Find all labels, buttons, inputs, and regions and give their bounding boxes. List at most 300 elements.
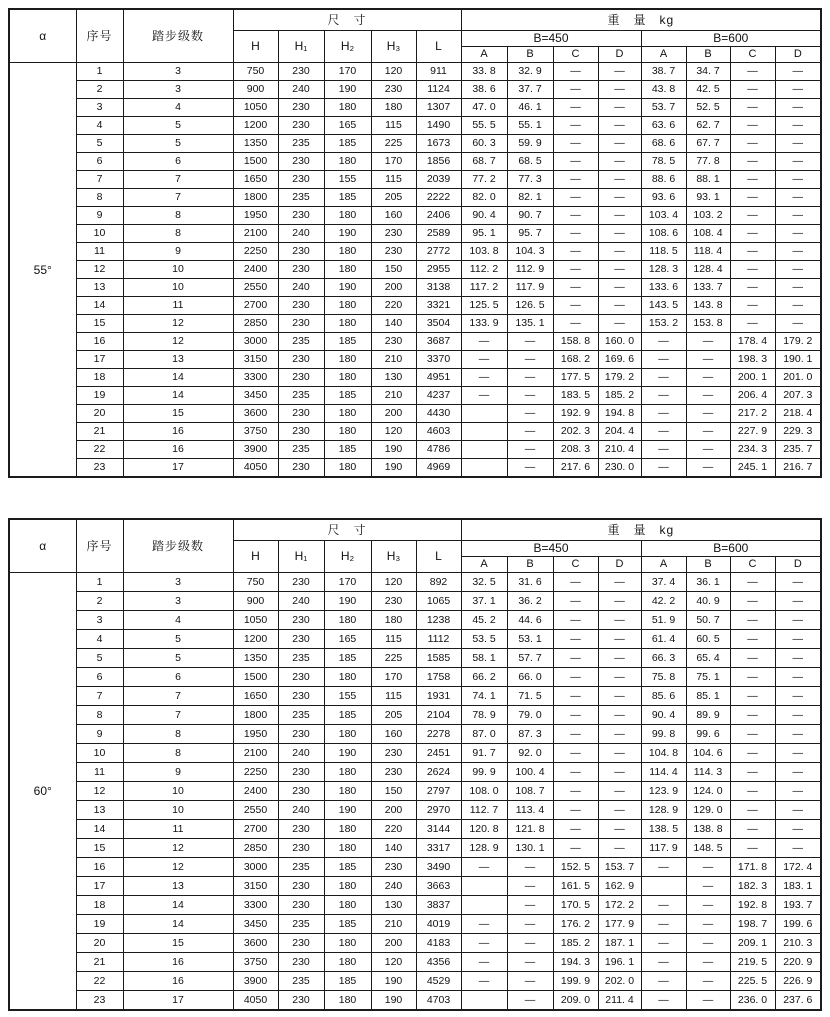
table-row [9,387,821,405]
table-cell: 240 [278,744,324,763]
header-col-h2: H₂ [324,31,371,63]
table-cell: 183. 1 [775,877,821,896]
table-cell: 240 [278,279,324,297]
table-cell: 118. 4 [686,243,730,261]
table-cell: — [730,279,775,297]
table-cell: 2250 [233,243,278,261]
table-cell: 3900 [233,441,278,459]
table-cell: 1050 [233,611,278,630]
table-cell: — [507,405,553,423]
table-cell: 169. 6 [598,351,641,369]
table-cell: 8 [123,725,233,744]
table-cell: 20 [76,405,123,423]
table-cell: — [598,725,641,744]
table-cell: 5 [123,649,233,668]
table-cell: 230 [278,423,324,441]
table-cell: 100. 4 [507,763,553,782]
table-cell: 53. 7 [641,99,686,117]
table-cell: 33. 8 [461,63,507,81]
table-cell: 128. 9 [641,801,686,820]
table-row [9,934,821,953]
table-cell: 124. 0 [686,782,730,801]
table-cell: 3750 [233,423,278,441]
table-row [9,333,821,351]
table-cell: 198. 3 [730,351,775,369]
table-cell: 225 [371,135,416,153]
header-b600-b: B [686,47,730,63]
table-cell: 3370 [416,351,461,369]
table-cell: 218. 4 [775,405,821,423]
table-cell: 138. 5 [641,820,686,839]
table-cell: — [775,801,821,820]
table-cell: 230 [278,315,324,333]
table-cell: — [641,441,686,459]
table-cell: 75. 1 [686,668,730,687]
table-cell: 14 [123,896,233,915]
table-cell: 2250 [233,763,278,782]
table-cell: 23 [76,459,123,478]
table-cell: 220 [371,820,416,839]
table-cell: — [553,117,598,135]
table-cell: — [553,135,598,153]
table-cell: 3000 [233,333,278,351]
table-cell: 3321 [416,297,461,315]
table-cell: 216. 7 [775,459,821,478]
table-cell: 2400 [233,782,278,801]
table-cell: 190 [371,441,416,459]
table-cell: 95. 1 [461,225,507,243]
table-cell: 3 [123,573,233,592]
table-cell: 140 [371,839,416,858]
table-row [9,782,821,801]
header-col-l: L [416,541,461,573]
table-cell: 2970 [416,801,461,820]
table-header [9,9,821,63]
table-cell: 160 [371,207,416,225]
table-row [9,117,821,135]
table-cell: 68. 7 [461,153,507,171]
table-row [9,687,821,706]
table-cell: — [598,243,641,261]
table-cell: 13 [123,351,233,369]
table-cell: 1500 [233,668,278,687]
table-cell: — [730,725,775,744]
table-cell: 12 [76,782,123,801]
table-cell: 2550 [233,279,278,297]
table-cell: — [553,611,598,630]
table-cell: 200 [371,405,416,423]
table-cell: — [507,441,553,459]
header-weight: 重 量 kg [461,9,821,31]
table-cell: 3663 [416,877,461,896]
table-cell: 112. 2 [461,261,507,279]
alpha-value: 60° [9,573,76,1011]
table-cell: 71. 5 [507,687,553,706]
table-cell: 4 [123,611,233,630]
table-cell: 3317 [416,839,461,858]
header-col-h: H [233,541,278,573]
table-cell: — [553,687,598,706]
table-cell: — [598,820,641,839]
table-cell: 12 [123,315,233,333]
table-cell: 2 [76,81,123,99]
table-cell: 13 [76,801,123,820]
table-cell: 103. 4 [641,207,686,225]
table-cell: — [775,611,821,630]
table-cell: 165 [324,630,371,649]
table-cell: — [553,297,598,315]
table-row [9,261,821,279]
table-cell [461,991,507,1011]
table-row [9,423,821,441]
table-cell: 128. 9 [461,839,507,858]
table-cell: — [641,333,686,351]
table-cell: 236. 0 [730,991,775,1011]
table-cell: — [775,763,821,782]
table-cell: — [775,63,821,81]
table-cell: — [730,687,775,706]
table-cell: — [553,839,598,858]
table-row [9,839,821,858]
header-alpha: α [9,9,76,63]
table-cell: 4969 [416,459,461,478]
table-cell: 180 [324,99,371,117]
table-cell: 65. 4 [686,649,730,668]
table-cell: 2550 [233,801,278,820]
table-cell: — [553,763,598,782]
table-cell: 2797 [416,782,461,801]
table-cell: — [775,687,821,706]
table-row [9,297,821,315]
table-cell: — [641,972,686,991]
table-cell: 6 [76,153,123,171]
table-cell: — [730,820,775,839]
table-cell: 93. 6 [641,189,686,207]
table-cell: — [730,207,775,225]
table-cell: 133. 7 [686,279,730,297]
table-cell: 155 [324,687,371,706]
table-cell: — [507,351,553,369]
table-cell: 196. 1 [598,953,641,972]
table-cell: 10 [76,225,123,243]
table-cell: — [553,573,598,592]
table-cell: 226. 9 [775,972,821,991]
table-cell: 3138 [416,279,461,297]
table-cell: 180 [324,423,371,441]
table-row [9,744,821,763]
table-cell: — [641,953,686,972]
table-cell: — [730,839,775,858]
header-serial: 序号 [76,519,123,573]
table-cell: 14 [76,820,123,839]
table-header [9,519,821,573]
table-cell: 230 [278,351,324,369]
table-cell: 50. 7 [686,611,730,630]
table-cell: 68. 6 [641,135,686,153]
table-cell: — [686,991,730,1011]
table-cell: 22 [76,972,123,991]
table-cell: 199. 6 [775,915,821,934]
table-cell: 130 [371,369,416,387]
table-cell: 90. 4 [461,207,507,225]
table-row [9,611,821,630]
table-cell: 7 [123,687,233,706]
table-row [9,592,821,611]
header-b450-c: C [553,47,598,63]
table-cell: 230 [278,297,324,315]
table-cell: — [598,706,641,725]
table-cell: — [730,782,775,801]
table-cell: 103. 2 [686,207,730,225]
table-cell: 38. 6 [461,81,507,99]
table-cell: 245. 1 [730,459,775,478]
table-cell: — [686,877,730,896]
table-cell: 112. 9 [507,261,553,279]
table-cell: 230 [278,63,324,81]
table-cell: 1856 [416,153,461,171]
table-cell: 210. 4 [598,441,641,459]
table-cell: — [553,99,598,117]
table-cell: — [686,351,730,369]
table-cell: — [553,171,598,189]
table-cell: 93. 1 [686,189,730,207]
table-cell: 8 [76,706,123,725]
table-cell: 2400 [233,261,278,279]
table-cell: 180 [324,459,371,478]
table-cell: — [775,782,821,801]
table-cell: 143. 8 [686,297,730,315]
table-cell: 200 [371,934,416,953]
table-cell: 82. 1 [507,189,553,207]
table-cell: 750 [233,63,278,81]
table-cell: 2406 [416,207,461,225]
table-cell: 68. 5 [507,153,553,171]
header-b600-c: C [730,47,775,63]
table-cell: — [461,972,507,991]
table-cell: — [598,63,641,81]
table-cell: — [507,915,553,934]
table-cell: 3300 [233,369,278,387]
table-cell: 52. 5 [686,99,730,117]
table-cell: 190 [324,279,371,297]
table-cell: 180 [324,405,371,423]
table-cell: 230 [371,333,416,351]
table-cell: 117. 9 [507,279,553,297]
table-row [9,279,821,297]
table-row [9,99,821,117]
table-cell: 1800 [233,706,278,725]
table-cell: 235 [278,135,324,153]
table-row [9,351,821,369]
table-cell: — [730,592,775,611]
table-cell: — [730,668,775,687]
table-cell: 230 [278,243,324,261]
table-row [9,315,821,333]
table-cell: 13 [76,279,123,297]
table-cell: 230 [278,991,324,1011]
table-cell: 180 [324,297,371,315]
table-cell: 1238 [416,611,461,630]
table-cell: 185 [324,649,371,668]
table-cell: 5 [76,649,123,668]
table-cell: 230 [278,687,324,706]
table-cell: 183. 5 [553,387,598,405]
table-cell: 230 [278,782,324,801]
table-cell: — [461,953,507,972]
table-cell: — [598,207,641,225]
table-cell: — [598,801,641,820]
table-cell: — [598,189,641,207]
table-cell: — [686,423,730,441]
table-body-55 [9,63,821,478]
table-cell: 4603 [416,423,461,441]
table-cell: 206. 4 [730,387,775,405]
table-cell: 21 [76,953,123,972]
table-cell: 104. 3 [507,243,553,261]
header-alpha: α [9,519,76,573]
table-cell: 12 [123,839,233,858]
table-cell: — [686,972,730,991]
table-cell: 2700 [233,820,278,839]
table-cell: 9 [76,725,123,744]
table-cell: 4019 [416,915,461,934]
table-cell: — [686,953,730,972]
table-cell: — [730,630,775,649]
table-cell: 180 [324,243,371,261]
table-cell: — [507,858,553,877]
table-cell: 77. 8 [686,153,730,171]
table-cell: 7 [76,171,123,189]
header-b600: B=600 [641,541,821,557]
table-cell: 161. 5 [553,877,598,896]
table-cell: 104. 8 [641,744,686,763]
table-cell: — [686,915,730,934]
table-cell: — [775,261,821,279]
header-b450: B=450 [461,31,641,47]
table-cell: 230 [278,611,324,630]
table-cell: 108. 7 [507,782,553,801]
table-cell: 230 [278,261,324,279]
table-cell: 4430 [416,405,461,423]
table-cell: 178. 4 [730,333,775,351]
table-cell: 108. 0 [461,782,507,801]
table-cell: 17 [76,351,123,369]
table-cell: 229. 3 [775,423,821,441]
table-cell: 180 [324,315,371,333]
table-cell: 16 [123,423,233,441]
table-cell: 180 [324,896,371,915]
table-cell: — [641,858,686,877]
table-row [9,896,821,915]
table-cell: 10 [123,782,233,801]
table-cell: 230 [278,877,324,896]
table-cell: — [686,858,730,877]
table-cell: 180 [324,351,371,369]
table-cell: 60. 5 [686,630,730,649]
table-row [9,972,821,991]
table-cell: — [461,351,507,369]
table-cell: 79. 0 [507,706,553,725]
table-cell: 1950 [233,725,278,744]
table-row [9,459,821,478]
table-cell: 2589 [416,225,461,243]
table-cell: 207. 3 [775,387,821,405]
table-cell: 1800 [233,189,278,207]
table-cell: 61. 4 [641,630,686,649]
table-cell: 160. 0 [598,333,641,351]
header-b600-d: D [775,557,821,573]
table-cell: — [775,315,821,333]
table-cell [461,896,507,915]
table-cell: 143. 5 [641,297,686,315]
table-cell [641,877,686,896]
table-cell: 1200 [233,117,278,135]
table-cell: 155 [324,171,371,189]
table-cell: 125. 5 [461,297,507,315]
table-cell: 1350 [233,649,278,668]
table-cell: 190 [324,225,371,243]
table-cell: 11 [123,297,233,315]
table-cell: 192. 9 [553,405,598,423]
table-cell: — [598,668,641,687]
table-cell: 88. 1 [686,171,730,189]
table-cell: 2772 [416,243,461,261]
table-cell: — [507,953,553,972]
table-cell: — [553,243,598,261]
table-cell: 66. 2 [461,668,507,687]
table-cell: 133. 9 [461,315,507,333]
table-cell: 51. 9 [641,611,686,630]
table-cell: 180 [371,99,416,117]
table-cell: 130 [371,896,416,915]
table-cell: — [598,297,641,315]
table-cell: — [730,706,775,725]
table-cell: 180 [324,153,371,171]
table-cell: — [598,782,641,801]
table-cell: 47. 0 [461,99,507,117]
table-row [9,991,821,1011]
table-cell: 114. 3 [686,763,730,782]
table-cell: — [775,279,821,297]
table-cell: 225. 5 [730,972,775,991]
table-cell: 185 [324,858,371,877]
table-cell: 15 [123,934,233,953]
table-cell: — [553,315,598,333]
table-cell: 185. 2 [553,934,598,953]
table-cell: — [461,387,507,405]
table-cell: — [775,820,821,839]
table-cell: 38. 7 [641,63,686,81]
table-cell: — [507,896,553,915]
table-cell: — [730,611,775,630]
header-b600-a: A [641,557,686,573]
table-cell: 9 [123,763,233,782]
table-cell: 3600 [233,405,278,423]
table-cell: 180 [324,261,371,279]
table-cell: 5 [76,135,123,153]
table-cell: 16 [76,858,123,877]
table-cell: 66. 3 [641,649,686,668]
table-cell: 168. 2 [553,351,598,369]
table-cell: 121. 8 [507,820,553,839]
table-cell: 17 [123,459,233,478]
table-cell: — [461,369,507,387]
header-b450: B=450 [461,541,641,557]
table-cell: 120. 8 [461,820,507,839]
table-cell: 153. 2 [641,315,686,333]
table-cell: 172. 2 [598,896,641,915]
table-cell: 3300 [233,896,278,915]
